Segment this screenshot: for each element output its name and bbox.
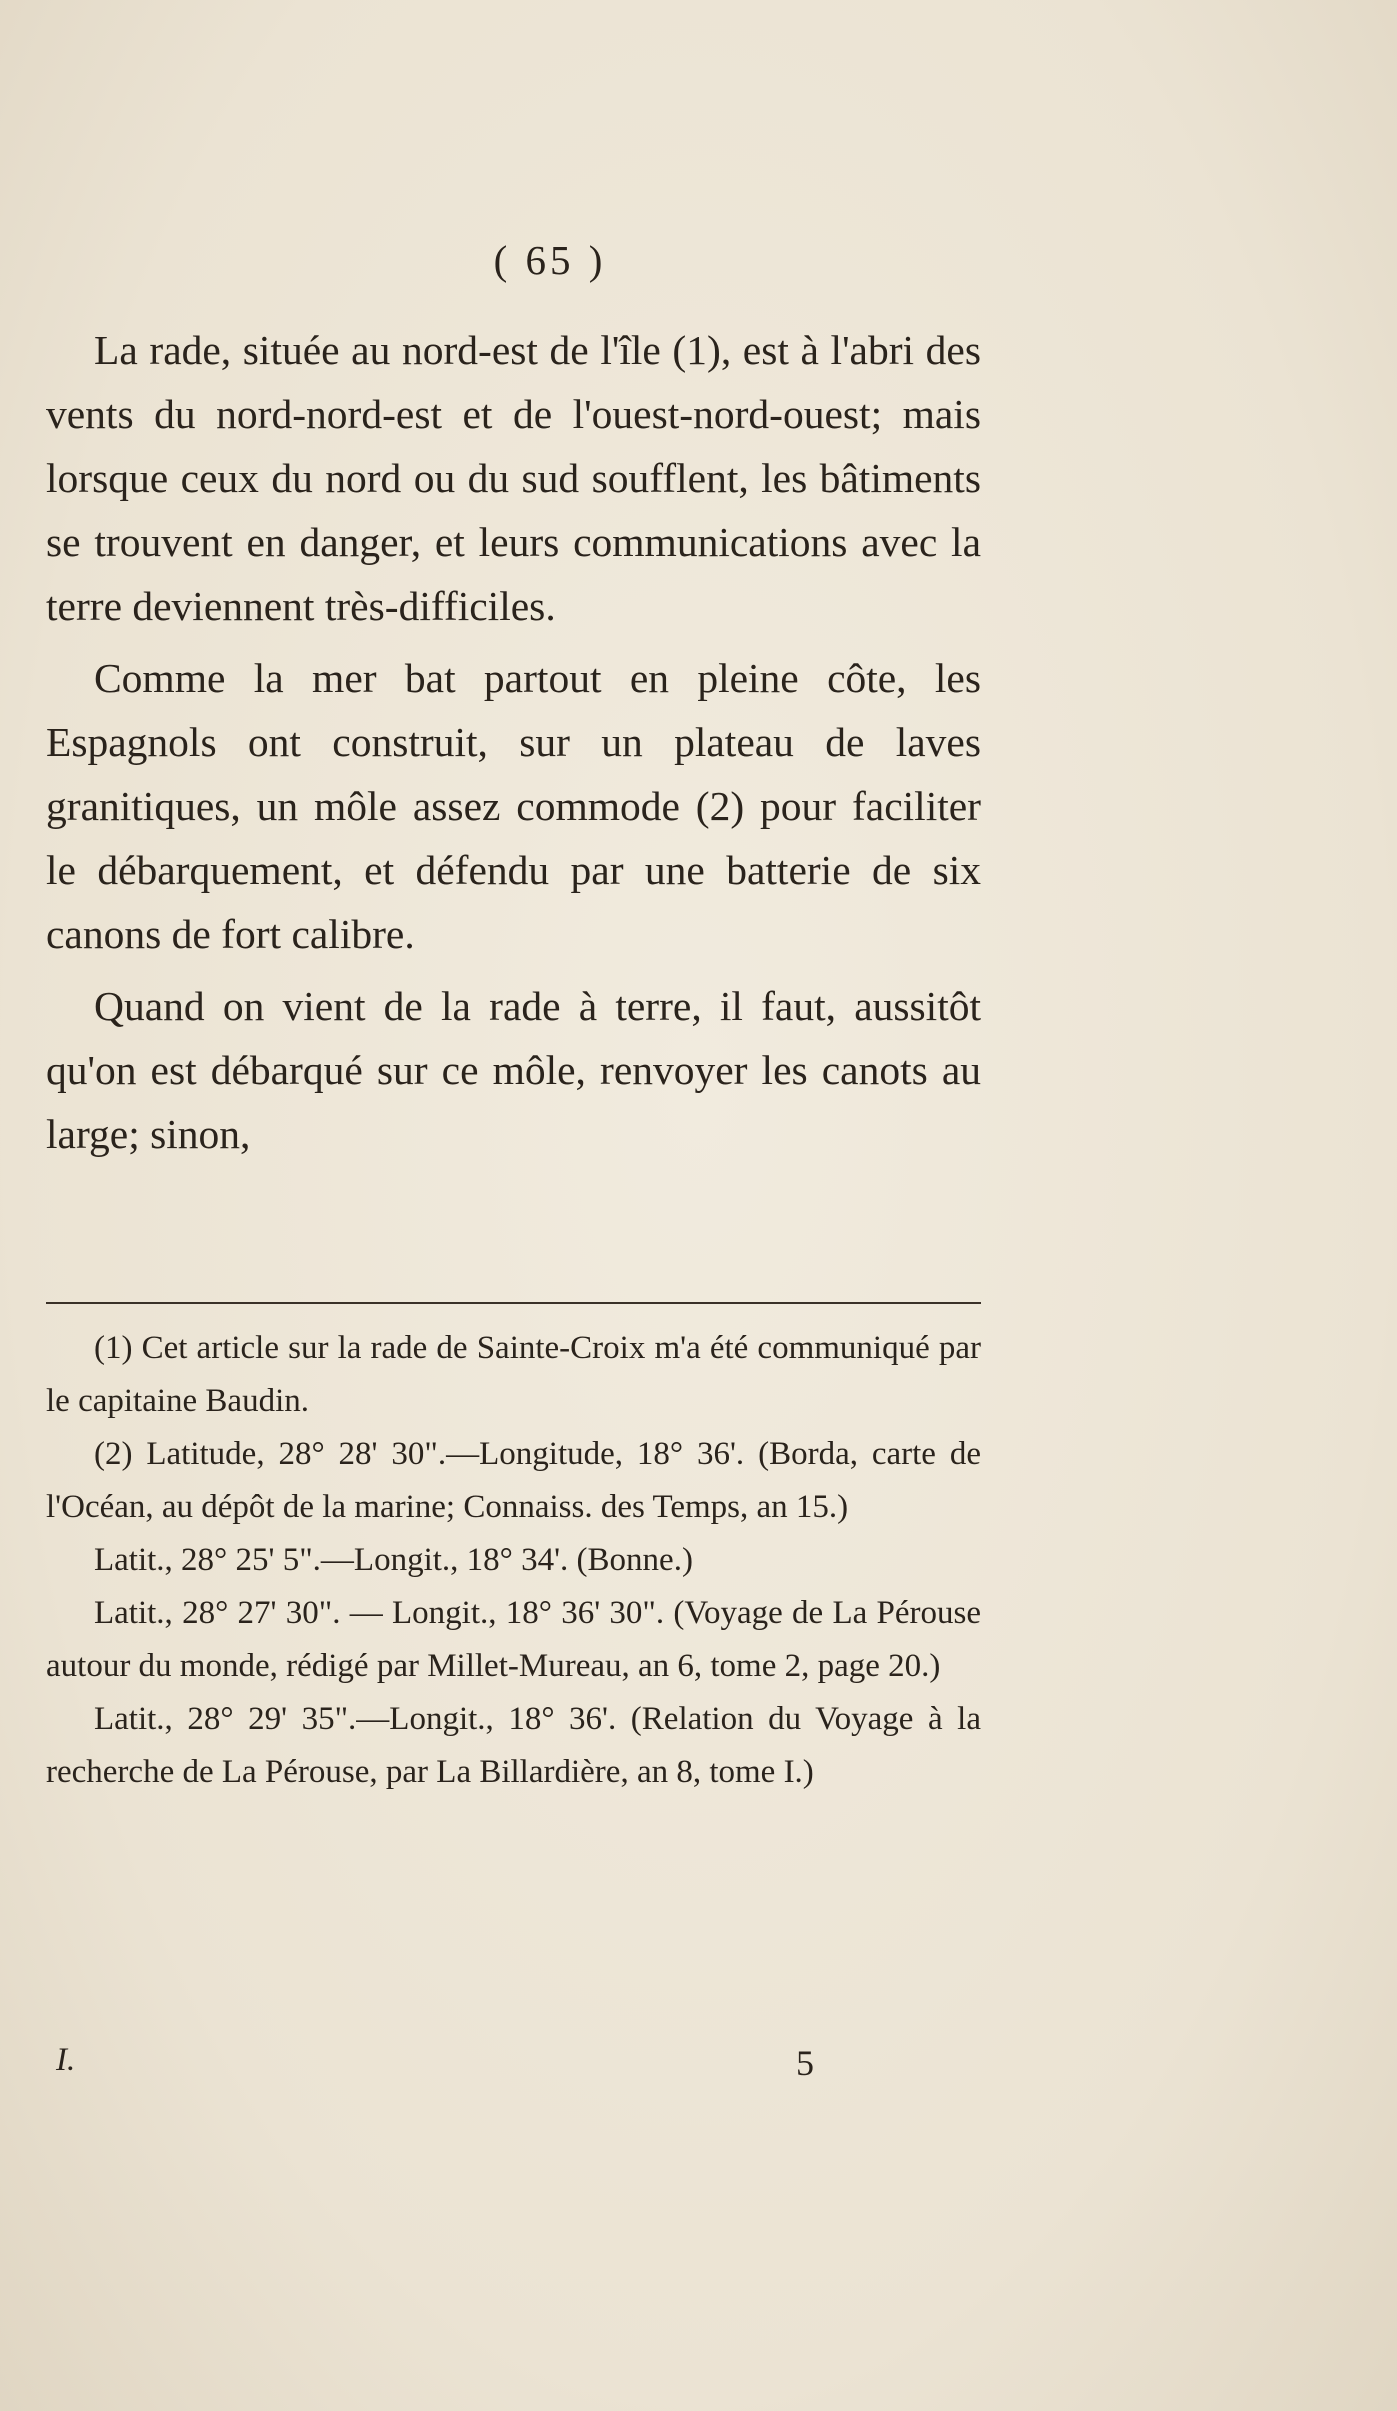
footnote-2-bonne: Latit., 28° 25' 5".—Longit., 18° 34'. (Bonne.) (94, 1542, 693, 1578)
footnote-2-billardiere: Latit., 28° 29' 35".—Longit., 18° 36'. (Relation du Voyage à la recherche de La Pérouse, par La Billardière, an 8, tome I.) (46, 1701, 981, 1790)
page-footer (46, 2042, 981, 2092)
paragraph-2: Comme la mer bat partout en pleine côte, les Espagnols ont construit, sur un plateau de laves granitiques, un môle assez commode (2) pour faciliter le débarquement, et défendu par une batterie de six canons de fort calibre. (46, 655, 981, 957)
footnote-2-perouse: Latit., 28° 27' 30". — Longit., 18° 36' 30". (Voyage de La Pérouse autour du monde, rédigé par Millet-Mureau, an 6, tome 2, page 20.) (46, 1595, 981, 1684)
paragraph-1: La rade, située au nord-est de l'île (1), est à l'abri des vents du nord-nord-est et de l'ouest-nord-ouest; mais lorsque ceux du nord ou du sud soufflent, les bâtiments se trouvent en danger, et leurs communications avec la terre deviennent très-difficiles. (46, 327, 981, 629)
footnotes (46, 1322, 981, 1799)
paragraph-3: Quand on vient de la rade à terre, il faut, aussitôt qu'on est débarqué sur ce môle, renvoyer les canots au large; sinon, (46, 983, 981, 1157)
signature-mark: I. (56, 2042, 76, 2078)
page-number: ( 65 ) (493, 237, 607, 283)
main-text (46, 318, 981, 1170)
sheet-number: 5 (796, 2043, 814, 2083)
footnote-1: (1) Cet article sur la rade de Sainte-Croix m'a été communiqué par le capitaine Baudin. (46, 1330, 981, 1419)
footnote-2: (2) Latitude, 28° 28' 30".—Longitude, 18° 36'. (Borda, carte de l'Océan, au dépôt de la marine; Connaiss. des Temps, an 15.) (46, 1436, 981, 1525)
footnote-divider (46, 1302, 981, 1304)
